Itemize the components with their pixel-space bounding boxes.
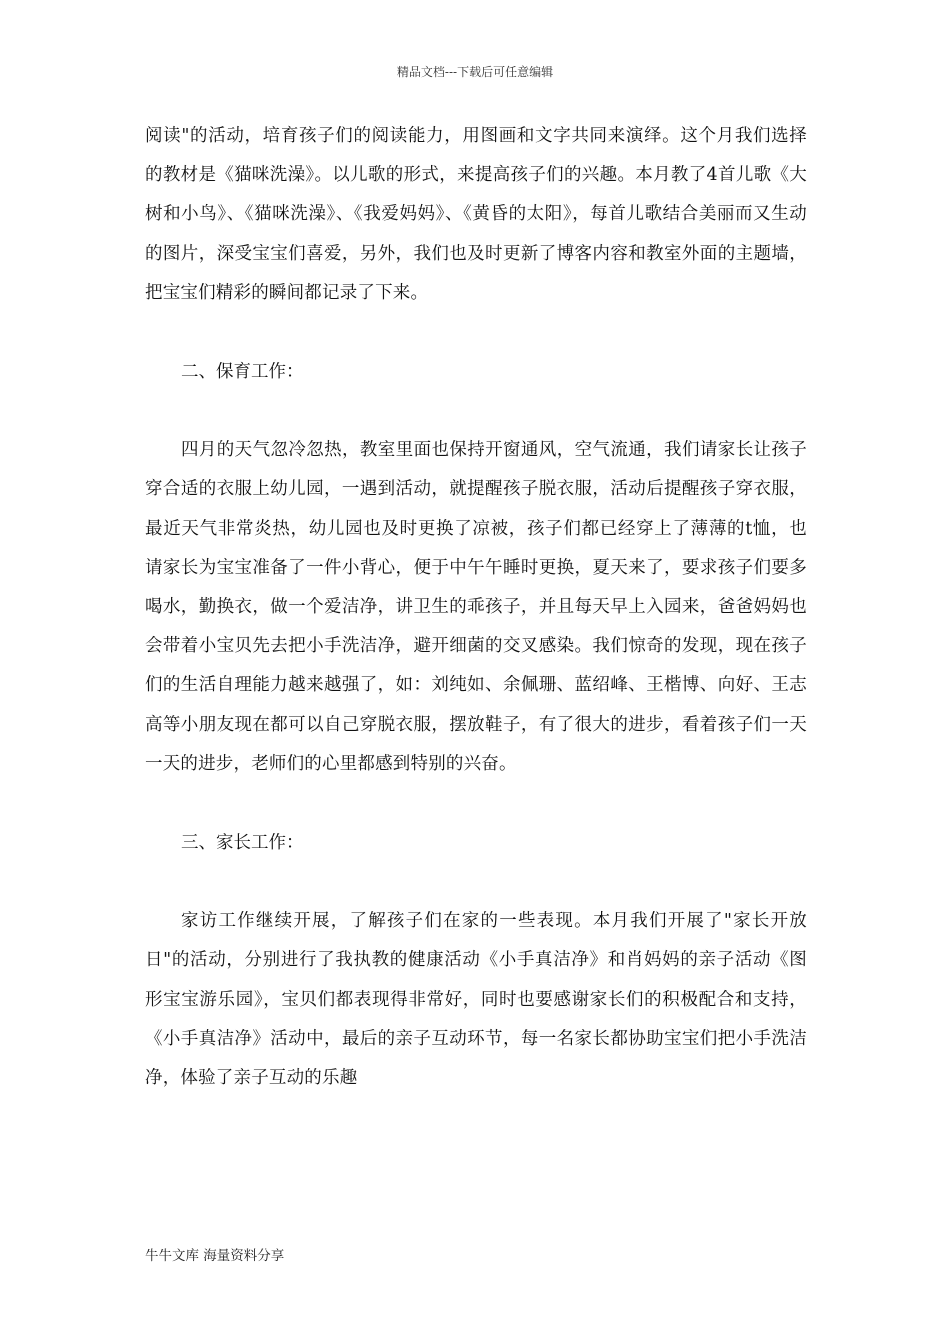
section-heading-parents: 三、家长工作： [181, 832, 304, 853]
page-footer: 牛牛文库 海量资料分享 [145, 1248, 285, 1264]
paragraph-parents: 家访工作继续开展，了解孩子们在家的一些表现。本月我们开展了"家长开放日"的活动，分别进行了我执教的健康活动《小手真洁净》和肖妈妈的亲子活动《图形宝宝游乐园》，宝贝们都表现得非常好，同时也要感谢家长们的积极配合和支持，《小手真洁净》活动中，最后的亲子互动环节，每一名家长都协助宝宝们把小手洗洁净，体验了亲子互动的乐趣 [145, 911, 807, 1089]
paragraph-reading-activity: 阅读"的活动，培育孩子们的阅读能力，用图画和文字共同来演绎。这个月我们选择的教材是《猫咪洗澡》。以儿歌的形式，来提高孩子们的兴趣。本月教了4首儿歌《大树和小鸟》、《猫咪洗澡》、《我爱妈妈》、《黄昏的太阳》，每首儿歌结合美丽而又生动的图片，深受宝宝们喜爱，另外，我们也及时更新了博客内容和教室外面的主题墙，把宝宝们精彩的瞬间都记录了下来。 [145, 126, 807, 303]
section-heading-childcare: 二、保育工作： [181, 361, 304, 382]
document-body [145, 117, 807, 1098]
paragraph-childcare: 四月的天气忽冷忽热，教室里面也保持开窗通风，空气流通，我们请家长让孩子穿合适的衣服上幼儿园，一遇到活动，就提醒孩子脱衣服，活动后提醒孩子穿衣服，最近天气非常炎热，幼儿园也及时更换了凉被，孩子们都已经穿上了薄薄的t恤，也请家长为宝宝准备了一件小背心，便于中午午睡时更换，夏天来了，要求孩子们要多喝水，勤换衣，做一个爱洁净，讲卫生的乖孩子，并且每天早上入园来，爸爸妈妈也会带着小宝贝先去把小手洗洁净，避开细菌的交叉感染。我们惊奇的发现，现在孩子们的生活自理能力越来越强了，如：刘纯如、余佩珊、蓝绍峰、王楷博、向好、王志高等小朋友现在都可以自己穿脱衣服，摆放鞋子，有了很大的进步，看着孩子们一天一天的进步，老师们的心里都感到特别的兴奋。 [145, 440, 807, 774]
page-header: 精品文档---下载后可任意编辑 [396, 65, 554, 79]
